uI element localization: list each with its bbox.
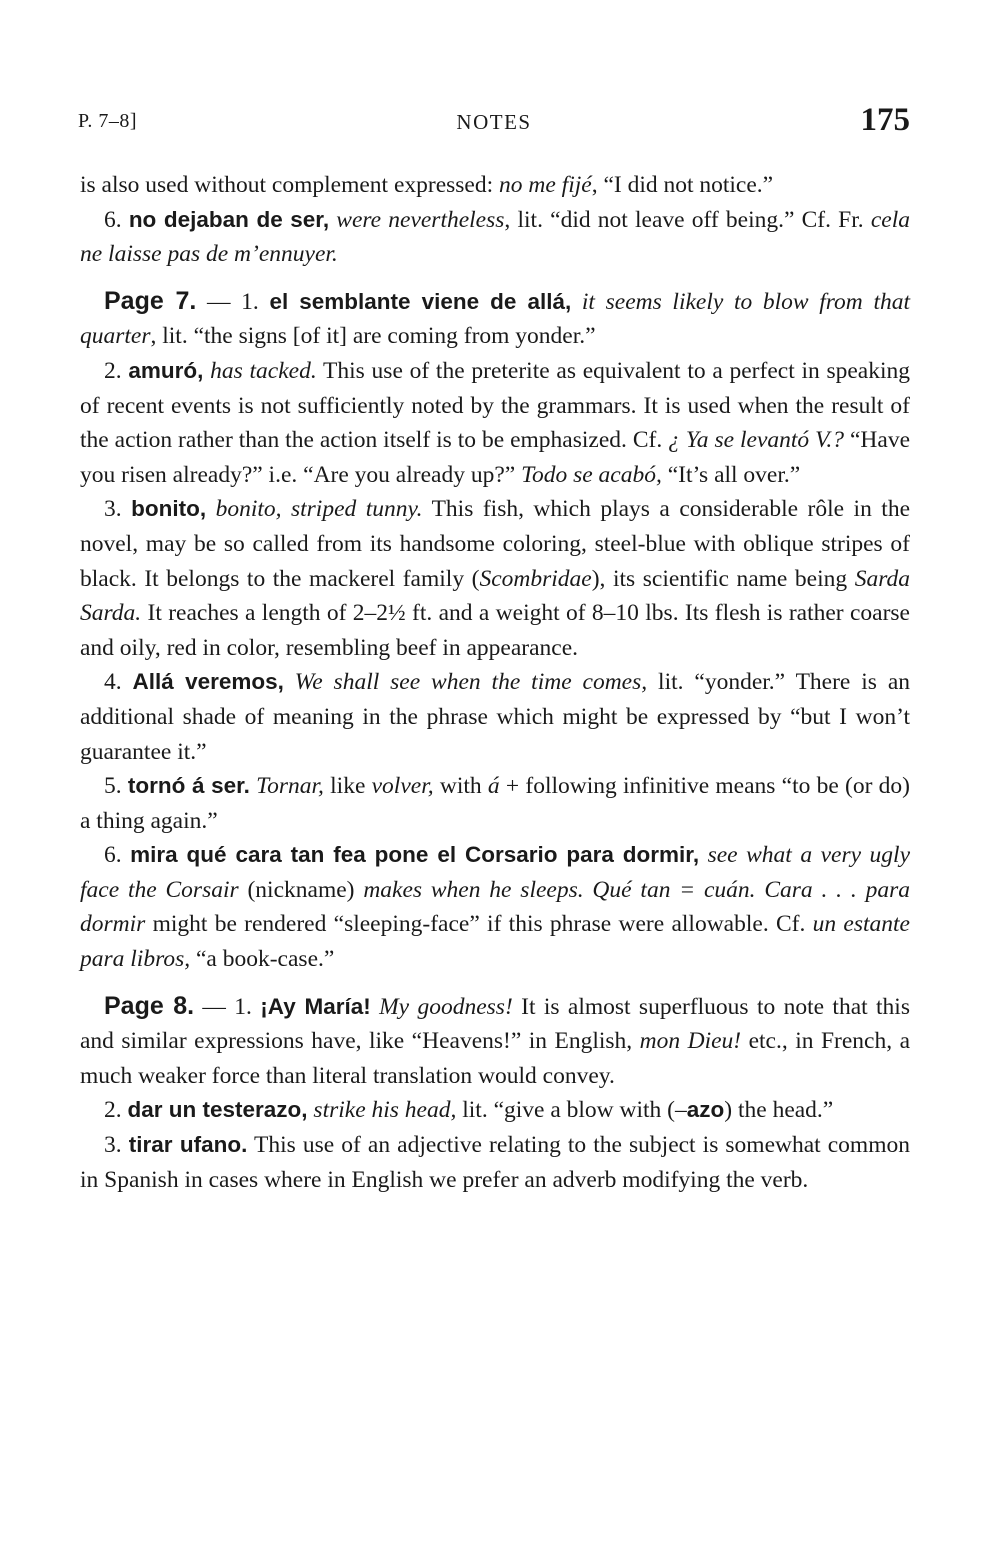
note-entry [80, 1093, 910, 1128]
headword: tornó á ser. [127, 773, 250, 799]
note-text [206, 496, 215, 522]
page-heading: Page 8. [104, 991, 195, 1020]
note-text: “Have you risen already?” i.e. “Are you already up?” [80, 427, 911, 488]
headword: mira qué cara tan fea pone el Corsario para dormir, [130, 842, 700, 868]
notes-body [80, 168, 910, 1197]
note-text: 2. [104, 1097, 128, 1124]
note-entry [80, 769, 910, 838]
italic-gloss: cela ne laisse pas de m’ennuyer. [80, 206, 910, 268]
italic-gloss: Sarda Sarda. [80, 565, 910, 627]
headword: no dejaban de ser, [128, 206, 330, 232]
italic-gloss: has tacked. [210, 357, 317, 384]
italic-gloss: strike his head, [313, 1097, 457, 1124]
note-text: , lit. “did not leave off being.” Cf. Fr. [504, 206, 871, 233]
note-text: “a book-case.” [190, 946, 335, 973]
note-text [371, 994, 379, 1020]
note-text: 2. [104, 357, 129, 384]
note-text: 6. [104, 842, 131, 869]
headword: dar un testerazo, [127, 1097, 308, 1123]
italic-gloss: á [487, 773, 500, 800]
italic-gloss: it seems likely to blow from that quarter [80, 288, 910, 350]
note-entry-page-7 [80, 284, 910, 354]
note-text: — 1. [194, 993, 261, 1020]
note-text: — 1. [196, 288, 270, 315]
italic-gloss: no me fijé [499, 172, 592, 198]
italic-gloss: My goodness! [379, 993, 513, 1020]
note-entry [80, 1128, 910, 1197]
note-text: + following infinitive means “to be (or do) a thing again.” [80, 773, 911, 834]
note-text: with [433, 773, 488, 800]
note-text: , lit. “the signs [of it] are coming from yonder.” [150, 323, 596, 350]
note-text: etc., in French, a much weaker force than literal translation would convey. [80, 1028, 910, 1089]
note-text [284, 669, 295, 695]
note-entry [80, 665, 910, 769]
note-text: ) the head.” [724, 1097, 834, 1124]
italic-gloss: volver, [371, 773, 434, 800]
note-text: is also used without complement expressed: [80, 172, 500, 198]
note-entry [80, 354, 910, 492]
note-text: This use of an adjective relating to the subject is somewhat common in Spanish in cases where in English we prefer an adverb modifying the verb. [80, 1132, 910, 1193]
note-text [571, 289, 582, 315]
italic-gloss: un estante para libros, [80, 911, 910, 973]
italic-gloss: We shall see when the time comes, [294, 669, 648, 696]
note-entry-page-8 [80, 989, 910, 1094]
headword: el semblante viene de allá, [269, 288, 572, 314]
note-text: 3. [104, 496, 132, 523]
note-text: like [323, 773, 372, 800]
note-text: 4. [104, 669, 133, 696]
headword: Allá veremos, [132, 669, 284, 695]
header-title: NOTES [456, 110, 532, 134]
note-text: It is almost superfluous to note that this and similar expressions have, like “Heavens!” in English, [80, 993, 910, 1055]
italic-gloss: were nevertheless [336, 206, 505, 233]
note-text: This use of the preterite as equivalent to a perfect in speaking of recent events is not sufficiently noted by the grammars. It is used when the result of the action rather than the action itself is to be emphasized. Cf. [80, 357, 911, 454]
note-text [699, 842, 708, 868]
headword: azo [686, 1097, 725, 1123]
note-text: lit. “give a blow with (– [456, 1097, 687, 1124]
note-text: ), its scientific name being [591, 565, 855, 592]
note-continuation [80, 168, 910, 203]
italic-gloss: Todo se acabó, [521, 461, 662, 488]
note-text: 5. [104, 773, 128, 800]
note-entry [80, 203, 910, 272]
headword: tirar ufano. [128, 1132, 248, 1158]
note-entry [80, 838, 910, 976]
headword: amuró, [128, 357, 204, 383]
headword: bonito, [131, 496, 207, 522]
note-text: 3. [104, 1132, 129, 1159]
note-text: (nickname) [238, 876, 364, 903]
note-text: It reaches a length of 2–2½ ft. and a weight of 8–10 lbs. Its flesh is rather coarse and oily, red in color, resembling beef in appearance. [80, 600, 910, 661]
note-text: might be rendered “sleeping-face” if this phrase were allowable. Cf. [145, 911, 813, 938]
italic-gloss: Tornar, [256, 773, 324, 800]
note-text: lit. “yonder.” There is an additional shade of meaning in the phrase which might be expressed by “but I won’t guarantee it.” [80, 669, 911, 765]
running-header [78, 102, 910, 142]
italic-gloss: mon Dieu! [639, 1028, 742, 1055]
note-entry [80, 492, 910, 665]
page-heading: Page 7. [104, 286, 197, 315]
headword: ¡Ay María! [260, 993, 371, 1019]
note-text: This fish, which plays a considerable rôle in the novel, may be so called from its handsome coloring, steel-blue with oblique stripes of black. It belongs to the mackerel family ( [80, 496, 911, 592]
italic-gloss: Scombridae [479, 565, 592, 592]
note-text: , “I did not notice.” [591, 172, 774, 198]
note-text: “It’s all over.” [661, 461, 801, 488]
header-page-range: P. 7–8] [78, 110, 138, 132]
italic-gloss: ¿ Ya se levantó V.? [668, 427, 845, 454]
italic-gloss: bonito, striped tunny. [215, 496, 423, 523]
page-number: 175 [860, 102, 910, 138]
italic-gloss: see what a very ugly face the Corsair [80, 842, 911, 903]
italic-gloss: makes when he sleeps. Qué tan = cuán. Cara . . . para dormir [80, 876, 910, 938]
note-text: 6. [104, 206, 129, 233]
